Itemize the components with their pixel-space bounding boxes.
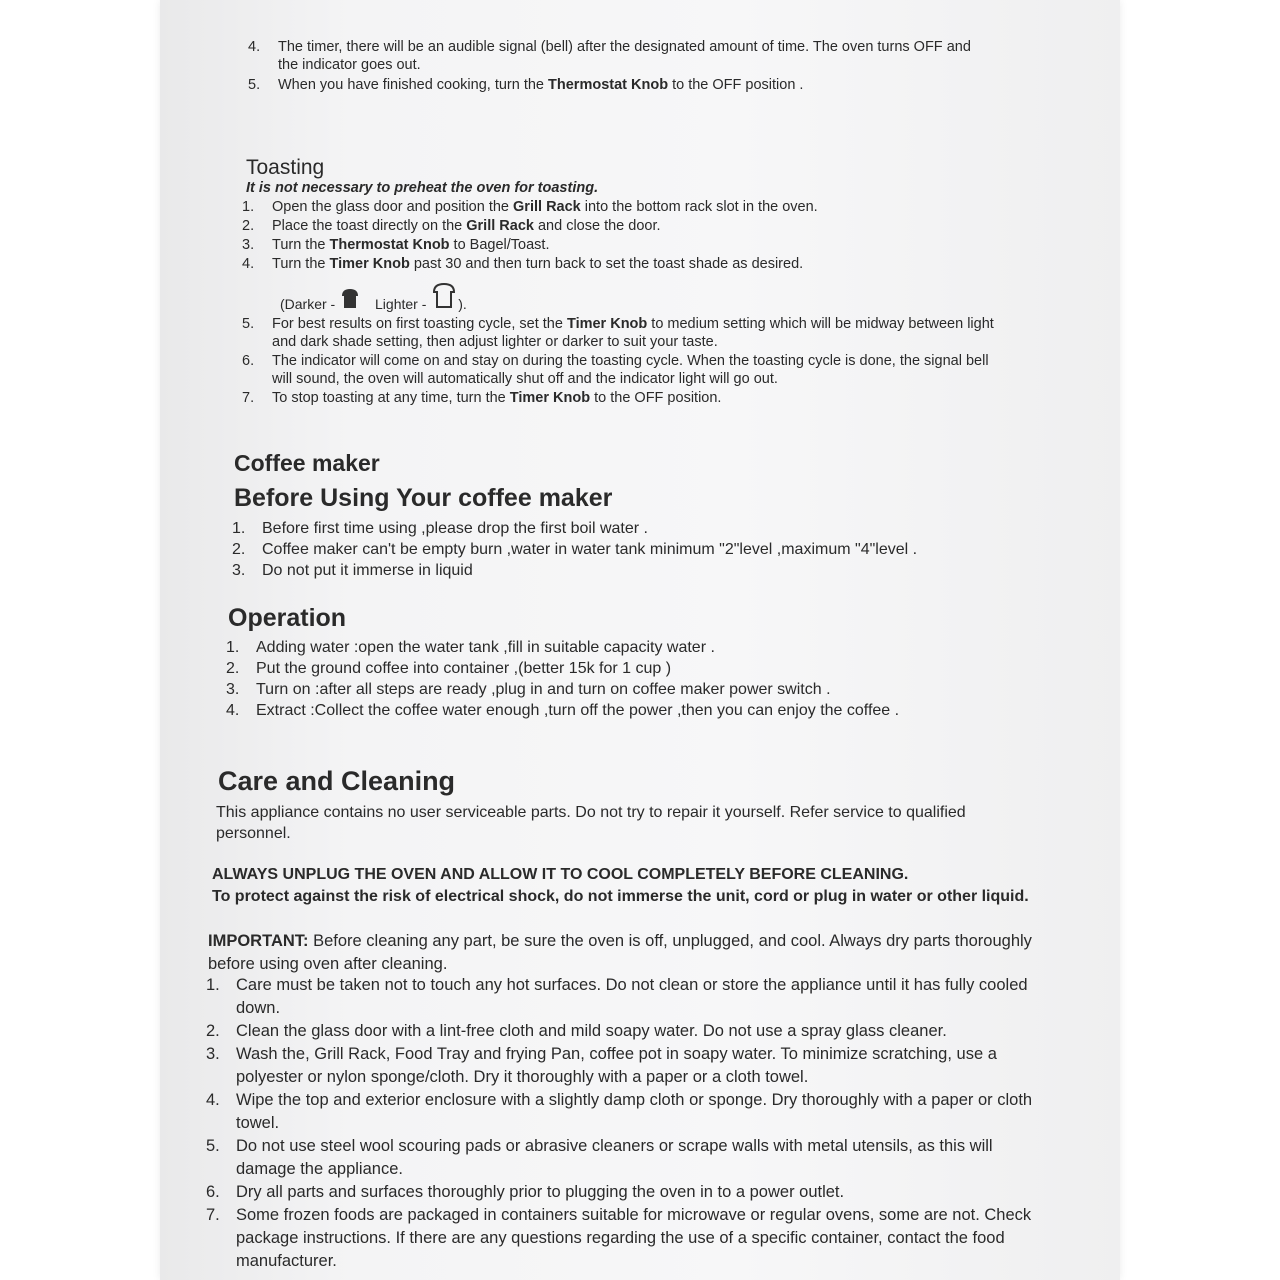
care-warning-shock: To protect against the risk of electrical shock, do not immerse the unit, cord or plug in water or other liquid. — [212, 888, 1029, 905]
list-item: 2. Clean the glass door with a lint-free cloth and mild soapy water. Do not use a spray glass cleaner. — [206, 1022, 947, 1040]
step-text: The timer, there will be an audible signal (bell) after the designated amount of time. The oven turns OFF and the indicator goes out. — [278, 39, 971, 73]
list-item: 4. Turn the Timer Knob past 30 and then turn back to set the toast shade as desired. — [242, 256, 804, 272]
list-item: 1. Open the glass door and position the Grill Rack into the bottom rack slot in the oven. — [242, 199, 818, 215]
operation-list — [226, 637, 1036, 721]
important-label: IMPORTANT: — [208, 932, 309, 950]
care-important: IMPORTANT: Before cleaning any part, be sure the oven is off, unplugged, and cool. Always dry parts thoroughly before using oven after cleaning. — [208, 932, 1032, 973]
care-steps-list — [206, 974, 1046, 1273]
toasting-title: Toasting — [246, 156, 325, 179]
toasting-steps-list — [242, 198, 1010, 407]
list-item: 1. Care must be taken not to touch any hot surfaces. Do not clean or store the appliance until it has fully cooled down. — [206, 976, 1028, 1017]
list-item: 2. Coffee maker can't be empty burn ,water in water tank minimum "2"level ,maximum "4"level . — [232, 541, 918, 558]
list-item: 7. To stop toasting at any time, turn the Timer Knob to the OFF position. — [242, 390, 722, 406]
operation-title: Operation — [228, 604, 347, 632]
light-toast-icon — [430, 281, 458, 313]
list-item: 3. Wash the, Grill Rack, Food Tray and frying Pan, coffee pot in soapy water. To minimize scratching, use a polyester or nylon sponge/cloth. Dry it thoroughly with a paper or a cloth towel. — [206, 1045, 997, 1086]
list-item: 4. Extract :Collect the coffee water enough ,turn off the power ,then you can enjoy the coffee . — [226, 702, 900, 719]
toast-shade-legend: (Darker - Lighter - ). — [280, 281, 1010, 313]
dark-toast-icon — [339, 287, 361, 313]
list-item: 1. Before first time using ,please drop the first boil water . — [232, 520, 648, 537]
manual-page — [160, 0, 1120, 1280]
care-title: Care and Cleaning — [218, 766, 456, 796]
care-warnings — [212, 864, 1052, 908]
list-item: 5. When you have finished cooking, turn the Thermostat Knob to the OFF position . — [248, 77, 804, 93]
list-item: 2. Place the toast directly on the Grill Rack and close the door. — [242, 218, 661, 234]
care-intro: This appliance contains no user serviceable parts. Do not try to repair it yourself. Refer service to qualified personnel. — [216, 804, 966, 842]
care-warning-unplug: ALWAYS UNPLUG THE OVEN AND ALLOW IT TO COOL COMPLETELY BEFORE CLEANING. — [212, 866, 909, 883]
list-item: 1. Adding water :open the water tank ,fill in suitable capacity water . — [226, 639, 715, 656]
oven-steps-list — [248, 38, 978, 94]
coffee-before-title: Before Using Your coffee maker — [234, 484, 613, 512]
list-item: 3. Turn the Thermostat Knob to Bagel/Toast. — [242, 237, 550, 253]
list-item: 5. For best results on first toasting cycle, set the Timer Knob to medium setting which will be midway between light and dark shade setting, then adjust lighter or darker to suit your taste. — [242, 316, 994, 350]
list-item: 4. Wipe the top and exterior enclosure with a slightly damp cloth or sponge. Dry thoroughly with a paper or cloth towel. — [206, 1091, 1033, 1132]
list-item: 3. Turn on :after all steps are ready ,plug in and turn on coffee maker power switch . — [226, 681, 831, 698]
list-item: 3. Do not put it immerse in liquid — [232, 562, 473, 579]
list-item: 6. The indicator will come on and stay on during the toasting cycle. When the toasting cycle is done, the signal bell will sound, the oven will automatically shut off and the indicator light will go out. — [242, 353, 989, 387]
list-item: 2. Put the ground coffee into container ,(better 15k for 1 cup ) — [226, 660, 672, 677]
list-item: 4. The timer, there will be an audible signal (bell) after the designated amount of time. The oven turns OFF and the indicator goes out. — [248, 39, 971, 73]
coffee-title: Coffee maker — [234, 450, 380, 476]
list-item: 6. Dry all parts and surfaces thoroughly prior to plugging the oven in to a power outlet. — [206, 1183, 845, 1201]
toasting-section — [246, 156, 1046, 196]
coffee-before-list — [232, 518, 1022, 581]
list-item: 5. Do not use steel wool scouring pads or abrasive cleaners or scrape walls with metal utensils, as this will damage the appliance. — [206, 1137, 993, 1178]
list-item: 7. Some frozen foods are packaged in containers suitable for microwave or regular ovens, some are not. Check package instructions. If there are any questions regarding the use of a specific container, contact the food manufacturer. — [206, 1206, 1032, 1270]
toasting-note: It is not necessary to preheat the oven for toasting. — [246, 180, 599, 196]
